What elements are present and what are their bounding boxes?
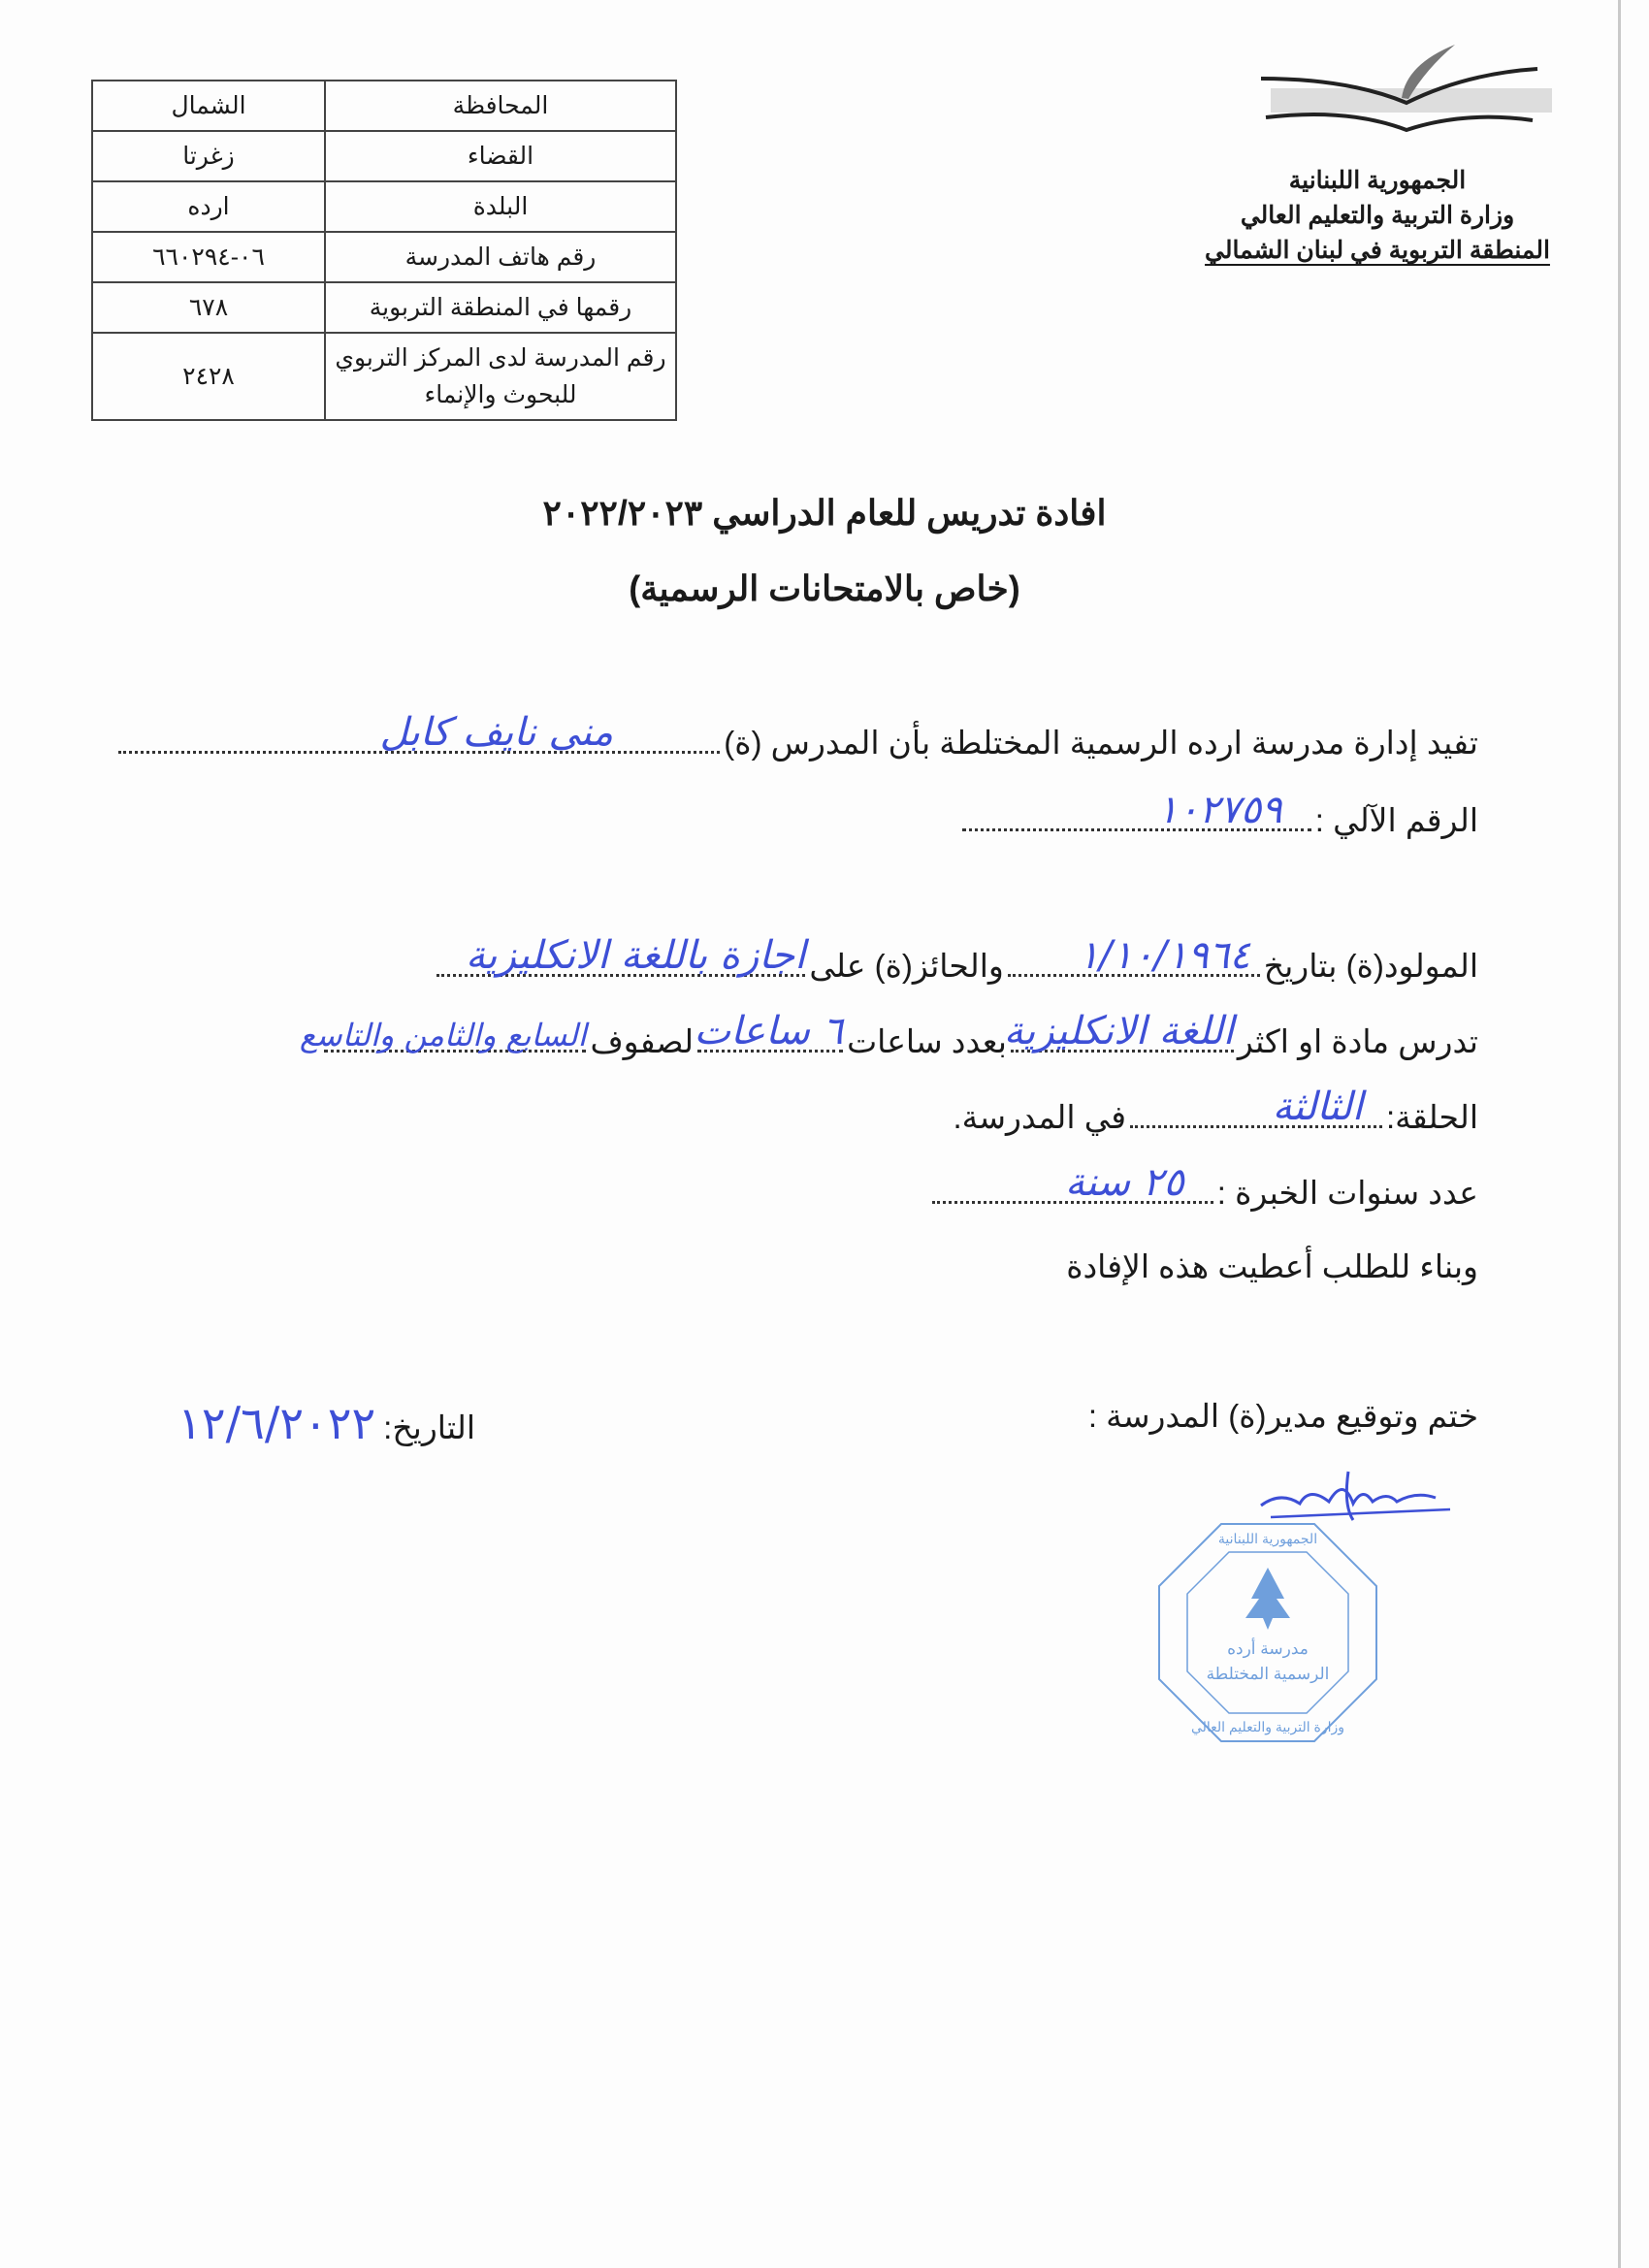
label-cell: البلدة — [325, 181, 676, 232]
subject-field — [1003, 1009, 1234, 1053]
label-cell: رقمها في المنطقة التربوية — [325, 282, 676, 333]
cycle-value: الثالثة — [1272, 1085, 1363, 1129]
experience-field — [932, 1160, 1213, 1205]
header-region: المنطقة التربوية في لبنان الشمالي — [1205, 237, 1550, 264]
table-row — [92, 232, 676, 282]
label-cell: رقم هاتف المدرسة — [325, 232, 676, 282]
stamp-ring-bottom: وزارة التربية والتعليم العالي — [1190, 1719, 1345, 1734]
label-cell: رقم المدرسة لدى المركز التربوي للبحوث والإنماء — [325, 333, 676, 420]
birth-line — [433, 933, 1478, 985]
classes-field — [299, 1017, 587, 1053]
date-line — [58, 1397, 475, 1449]
holder-field — [436, 933, 806, 978]
teacher-name: منى نايف كابل — [379, 710, 614, 755]
value-cell: ٠٦-٦٦٠٢٩٤ — [92, 232, 325, 282]
principal-signature-icon — [1251, 1467, 1455, 1525]
closing-line — [1066, 1247, 1478, 1285]
stamp-school-name: مدرسة أرده — [1227, 1639, 1309, 1658]
page-subtitle: (خاص بالامتحانات الرسمية) — [629, 568, 1020, 608]
ministry-header — [1174, 163, 1581, 268]
school-stamp — [1156, 1521, 1379, 1744]
stamp-octagon-icon — [1156, 1521, 1379, 1744]
school-info-table — [91, 80, 677, 421]
signature-label: ختم وتوقيع مدير(ة) المدرسة : — [1087, 1398, 1478, 1434]
value-cell: ٢٤٢٨ — [92, 333, 325, 420]
teaching-line — [299, 1009, 1478, 1060]
table-row — [92, 282, 676, 333]
scan-edge — [1618, 0, 1621, 2268]
page-title: افادة تدريس للعام الدراسي ٢٠٢٢/٢٠٢٣ — [542, 493, 1107, 533]
classes-label: لصفوف — [590, 1023, 695, 1059]
label-cell: القضاء — [325, 131, 676, 181]
ministry-book-logo-icon — [1261, 35, 1562, 151]
teacher-line — [114, 710, 1478, 761]
experience-value: ٢٥ سنة — [1065, 1160, 1184, 1205]
id-label: الرقم الآلي : — [1314, 802, 1478, 838]
holder-label: والحائز(ة) على — [809, 948, 1004, 984]
value-cell: ٦٧٨ — [92, 282, 325, 333]
intro-label: تفيد إدارة مدرسة ارده الرسمية المختلطة بأن المدرس (ة) — [724, 725, 1478, 761]
closing-text: وبناء للطلب أعطيت هذه الإفادة — [1066, 1248, 1478, 1284]
subject-value: اللغة الانكليزية — [1003, 1009, 1234, 1053]
hours-field — [694, 1009, 844, 1053]
value-cell: الشمال — [92, 81, 325, 131]
cycle-suffix: في المدرسة. — [953, 1099, 1126, 1135]
stamp-ring-top: الجمهورية اللبنانية — [1217, 1531, 1318, 1546]
date-label: التاريخ: — [383, 1409, 475, 1445]
hours-label: بعدد ساعات — [847, 1023, 1007, 1059]
cycle-label: الحلقة: — [1385, 1099, 1478, 1135]
holder-value: اجازة باللغة الانكليزية — [465, 933, 806, 978]
stamp-school-type: الرسمية المختلطة — [1206, 1665, 1330, 1683]
hours-value: ٦ ساعات — [694, 1009, 844, 1053]
id-line — [958, 788, 1478, 839]
id-field — [962, 788, 1311, 832]
teaches-label: تدرس مادة او اكثر — [1237, 1023, 1478, 1059]
table-row — [92, 333, 676, 420]
classes-value: السابع والثامن والتاسع — [299, 1017, 587, 1053]
table-row — [92, 181, 676, 232]
date-value: ١٢/٦/٢٠٢٢ — [178, 1397, 376, 1449]
experience-label: عدد سنوات الخبرة : — [1216, 1175, 1478, 1211]
table-row — [92, 131, 676, 181]
header-ministry: وزارة التربية والتعليم العالي — [1240, 202, 1515, 229]
born-label: المولود(ة) بتاريخ — [1263, 948, 1478, 984]
value-cell: ارده — [92, 181, 325, 232]
born-field — [1008, 933, 1260, 978]
header-republic: الجمهورية اللبنانية — [1288, 167, 1467, 194]
label-cell: المحافظة — [325, 81, 676, 131]
born-value: ١/١٠/١٩٦٤ — [1078, 933, 1250, 978]
teacher-name-field — [118, 710, 720, 755]
cycle-line — [953, 1085, 1478, 1136]
value-cell: زغرتا — [92, 131, 325, 181]
experience-line — [928, 1160, 1478, 1212]
table-row — [92, 81, 676, 131]
id-value: ١٠٢٧٥٩ — [1156, 788, 1282, 832]
cycle-field — [1130, 1085, 1382, 1129]
